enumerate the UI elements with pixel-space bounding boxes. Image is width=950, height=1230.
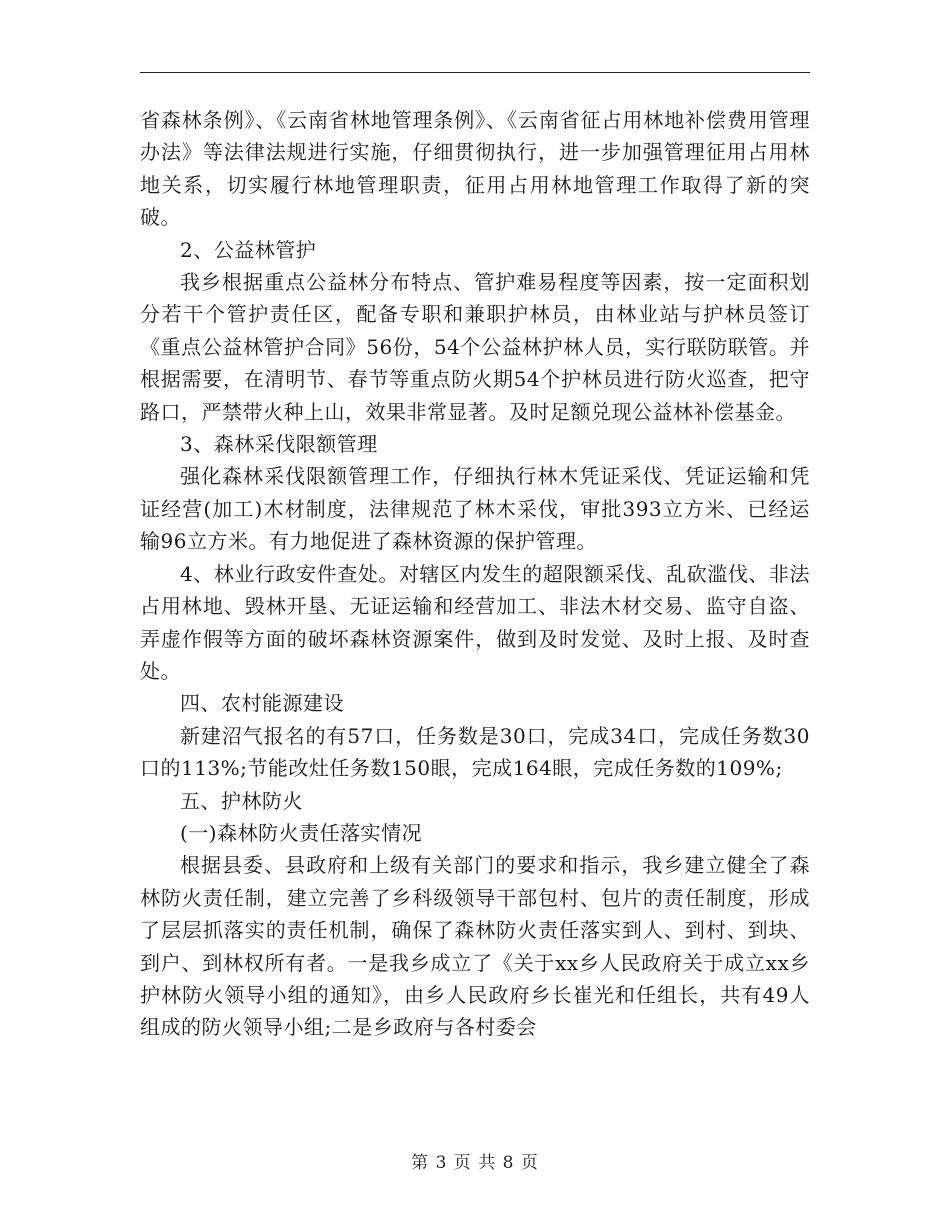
paragraph: 4、林业行政安件查处。对辖区内发生的超限额采伐、乱砍滥伐、非法占用林地、毁林开垦、无证运输和经营加工、非法木材交易、监守自盗、弄虚作假等方面的破坏森林资源案件，做到及时发觉、及时上报、及时查处。 [140,561,810,683]
paragraph: 新建沼气报名的有57口，任务数是30口，完成34口，完成任务数30口的113%;节能改灶任务数150眼，完成164眼，完成任务数的109%; [140,723,810,781]
document-body [140,104,810,1044]
paragraph: 我乡根据重点公益林分布特点、管护难易程度等因素，按一定面积划分若干个管护责任区，配备专职和兼职护林员，由林业站与护林员签订《重点公益林管护合同》56份，54个公益林护林人员，实行联防联管。并根据需要，在清明节、春节等重点防火期54个护林员进行防火巡查，把守路口，严禁带火种上山，效果非常显著。及时足额兑现公益林补偿基金。 [140,270,810,424]
section-heading: 五、护林防火 [180,788,303,813]
header-rule [140,72,810,73]
section-heading: 2、公益林管护 [180,237,317,262]
subsection-heading: (一)森林防火责任落实情况 [180,820,423,845]
section-heading: 四、农村能源建设 [180,691,344,716]
section-heading: 3、森林采伐限额管理 [180,432,378,457]
paragraph: 省森林条例》、《云南省林地管理条例》、《云南省征占用林地补偿费用管理办法》等法律法规进行实施，仔细贯彻执行，进一步加强管理征用占用林地关系，切实履行林地管理职责，征用占用林地管理工作取得了新的突破。 [140,108,810,230]
paragraph: 根据县委、县政府和上级有关部门的要求和指示，我乡建立健全了森林防火责任制，建立完善了乡科级领导干部包村、包片的责任制度，形成了层层抓落实的责任机制，确保了森林防火责任落实到人、到村、到块、到户、到林权所有者。一是我乡成立了《关于xx乡人民政府关于成立xx乡护林防火领导小组的通知》，由乡人民政府乡长崔光和任组长，共有49人组成的防火领导小组;二是乡政府与各村委会 [140,853,810,1040]
paragraph: 强化森林采伐限额管理工作，仔细执行林木凭证采伐、凭证运输和凭证经营(加工)木材制度，法律规范了林木采伐，审批393立方米、已经运输96立方米。有力地促进了森林资源的保护管理。 [140,464,810,554]
page-number: 第 3 页 共 8 页 [411,1153,539,1173]
